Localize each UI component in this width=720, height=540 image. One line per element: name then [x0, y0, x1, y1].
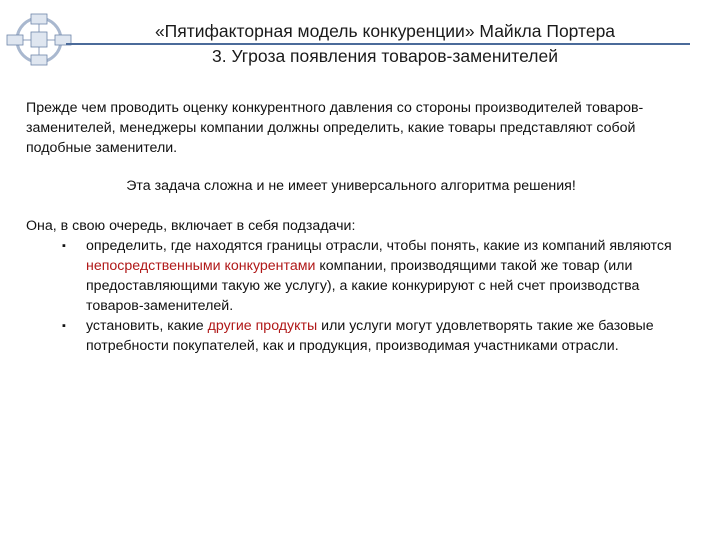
slide-body	[26, 98, 696, 356]
subtasks-list	[26, 236, 696, 356]
intro-paragraph: Прежде чем проводить оценку конкурентного давления со стороны производителей товаров-заменителей, менеджеры компании должны определить, какие товары представляют собой подобные заменители.	[26, 100, 644, 156]
bullet-icon: ▪	[62, 320, 66, 332]
list-item	[62, 316, 696, 356]
list-item	[62, 236, 696, 316]
centered-statement: Эта задача сложна и не имеет универсального алгоритма решения!	[126, 178, 576, 194]
slide-title-line2: 3. Угроза появления товаров-заменителей	[212, 46, 558, 66]
subtask-text: компании, производящими такой же товар (или предоставляющими такую же услугу), а какие конкурируют с ней счет производства товаров-заменителей.	[86, 258, 640, 314]
subtask-text: или услуги могут удовлетворять такие же базовые потребности покупателей, как и продукция, производимая участниками отрасли.	[86, 318, 654, 354]
subtask-highlight: непосредственными конкурентами	[86, 258, 316, 274]
title-divider	[66, 43, 690, 45]
subtask-text: определить, где находятся границы отрасли, чтобы понять, какие из компаний являются	[86, 238, 672, 254]
bullet-icon: ▪	[62, 240, 66, 252]
slide-title-line1: «Пятифакторная модель конкуренции» Майкла Портера	[154, 21, 616, 41]
subtask-text: установить, какие	[86, 318, 208, 334]
subtask-highlight: другие продукты	[207, 318, 318, 334]
five-forces-diagram-icon	[4, 10, 74, 68]
subtasks-intro: Она, в свою очередь, включает в себя подзадачи:	[26, 218, 356, 234]
